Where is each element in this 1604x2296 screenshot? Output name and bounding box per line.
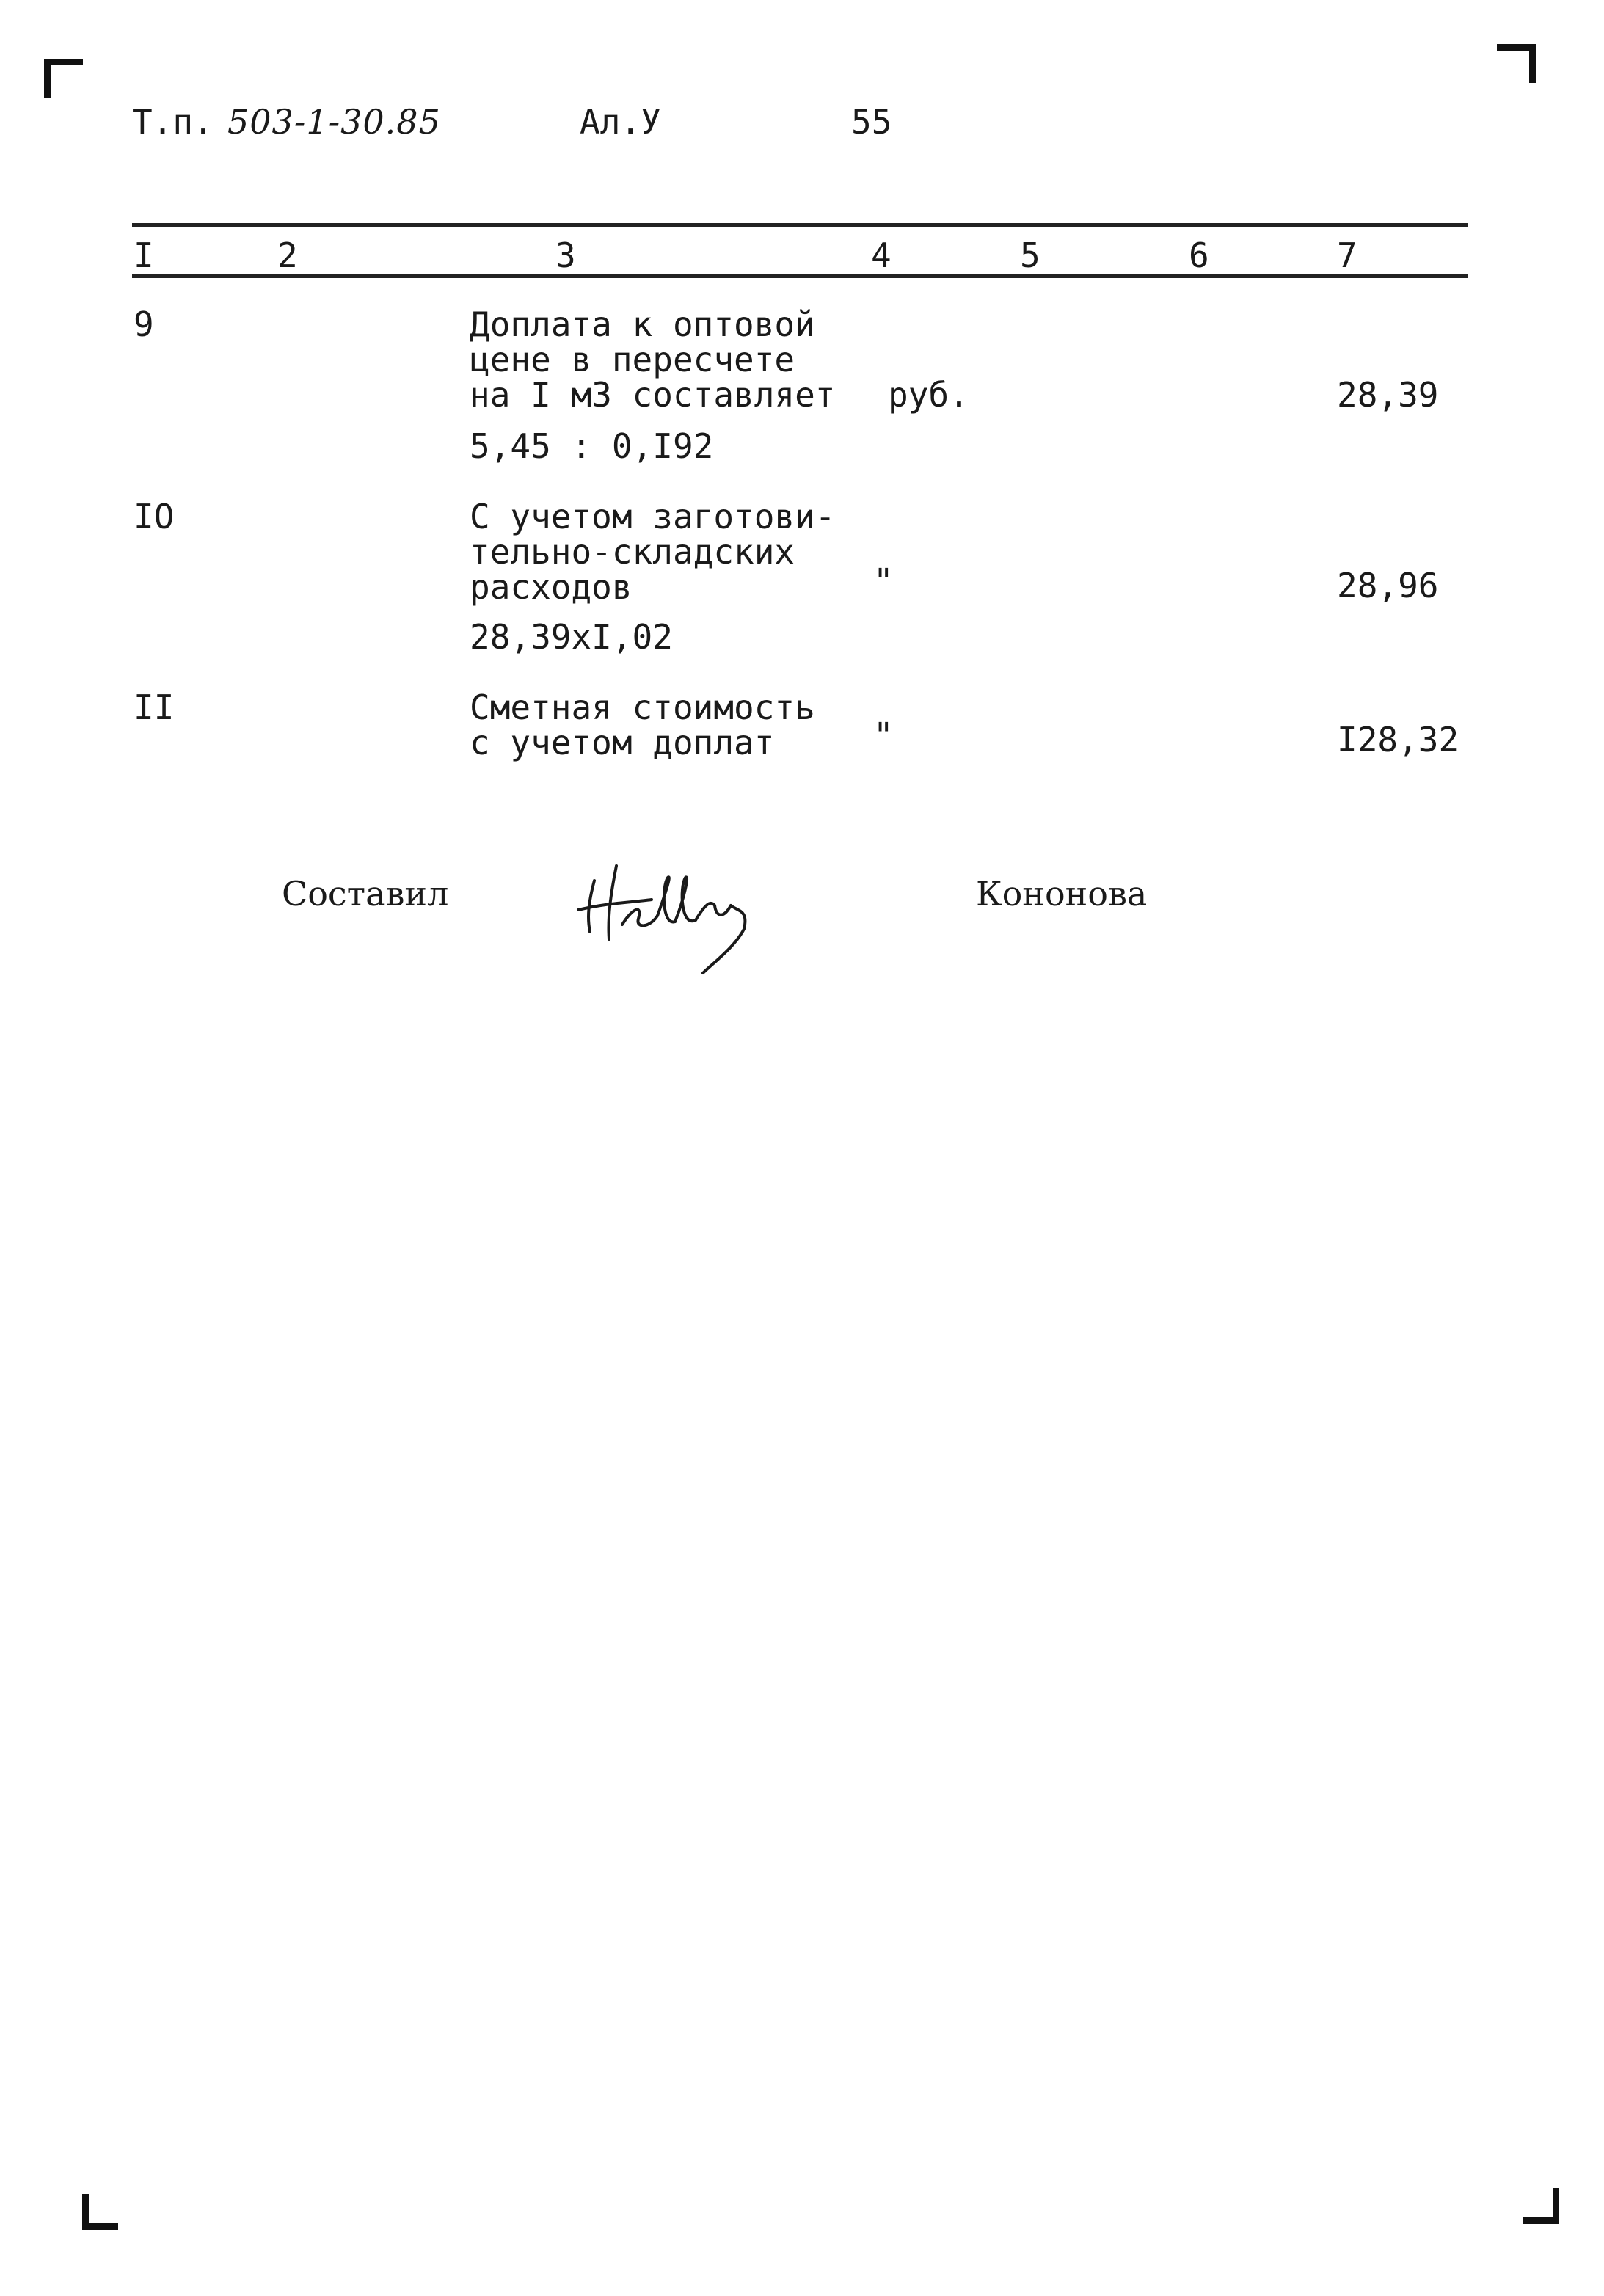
compiled-name: Кононова: [976, 874, 1148, 914]
column-number: I: [134, 236, 154, 275]
row-calculation: 28,39xI,02: [470, 617, 673, 657]
corner-mark-top-left: [44, 59, 83, 98]
column-number: 3: [555, 236, 576, 275]
doc-number: 503-1-30.85: [227, 102, 441, 142]
table-top-rule: [132, 223, 1468, 227]
corner-mark-bottom-right: [1523, 2188, 1559, 2224]
column-number: 2: [277, 236, 298, 275]
row-value: 28,39: [1337, 375, 1439, 415]
signature-image: [565, 829, 785, 976]
row-value: 28,96: [1337, 566, 1439, 605]
corner-mark-top-right: [1497, 44, 1536, 83]
row-unit: ": [873, 715, 894, 755]
row-unit: руб.: [888, 375, 969, 415]
row-number: 9: [134, 305, 154, 344]
row-description-line: тельно-складских: [470, 532, 795, 572]
row-number: II: [134, 688, 175, 727]
row-description-line: на I м3 составляет: [470, 375, 836, 415]
row-calculation: 5,45 : 0,I92: [470, 426, 714, 466]
row-description-line: С учетом заготови-: [470, 497, 836, 536]
table-header-rule: [132, 274, 1468, 278]
row-description-line: с учетом доплат: [470, 723, 775, 762]
row-description-line: расходов: [470, 567, 633, 607]
column-number: 4: [871, 236, 892, 275]
corner-mark-bottom-left: [82, 2194, 118, 2230]
album-label: Ал.У: [580, 102, 661, 142]
page-number: 55: [851, 102, 892, 142]
row-description-line: цене в пересчете: [470, 340, 795, 379]
doc-prefix: Т.п.: [132, 102, 214, 142]
row-description-line: Доплата к оптовой: [470, 305, 815, 344]
column-number: 7: [1337, 236, 1357, 275]
compiled-label: Составил: [282, 874, 449, 914]
row-number: IO: [134, 497, 175, 536]
column-number: 6: [1189, 236, 1209, 275]
row-description-line: Сметная стоимость: [470, 688, 815, 727]
row-unit: ": [873, 561, 894, 601]
row-value: I28,32: [1337, 720, 1459, 759]
column-number: 5: [1020, 236, 1040, 275]
